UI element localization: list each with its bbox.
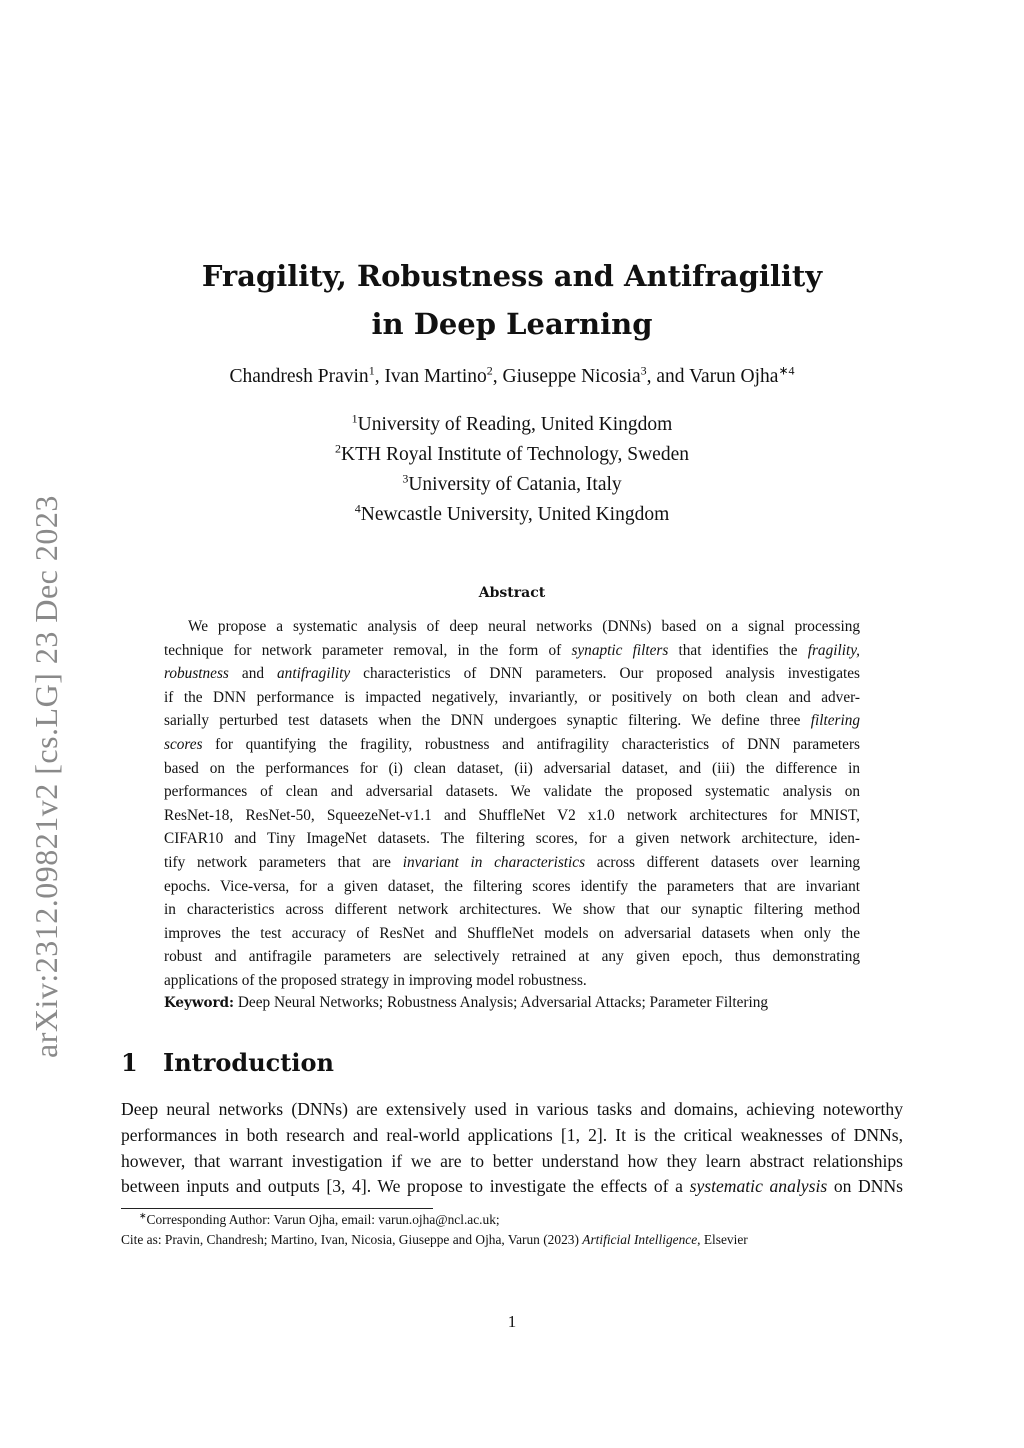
abstract-line (164, 689, 860, 707)
text-run: performances of clean and adversarial datasets. We validate the proposed systematic analysis on (164, 783, 860, 801)
author-name: Chandresh Pravin (229, 366, 369, 387)
text-run: CIFAR10 and Tiny ImageNet datasets. The filtering scores, for a given network architecture, iden- (164, 830, 860, 848)
text-run: performances in both research and real-world applications [1, 2]. It is the critical weaknesses of DNNs, (121, 1124, 903, 1145)
abstract-line (164, 642, 860, 660)
affiliation-mark: 2 (335, 441, 342, 456)
abstract-line (164, 830, 860, 848)
author-name: Varun Ojha (689, 366, 779, 387)
text-run: based on the performances for (i) clean dataset, (ii) adversarial dataset, and (iii) the difference in (164, 759, 860, 777)
author-name: Ivan Martino (384, 366, 487, 387)
section-heading-introduction (121, 1048, 334, 1077)
text-run: across different datasets over learning (585, 854, 861, 871)
keywords-label: Keyword: (164, 995, 235, 1011)
affiliation-text: University of Reading, United Kingdom (357, 414, 673, 435)
section-title: Introduction (163, 1048, 334, 1077)
page-number: 1 (507, 1312, 517, 1331)
text-run: and (228, 665, 278, 683)
affiliation-mark: 4 (354, 501, 361, 516)
introduction-line (121, 1125, 903, 1146)
text-run: Cite as: Pravin, Chandresh; Martino, Ivan, Nicosia, Giuseppe and Ojha, Varun (2023) (121, 1232, 583, 1247)
affiliation-mark: 1 (351, 411, 358, 426)
author-affiliation-mark: 2 (486, 363, 493, 378)
author-separator: , and (646, 366, 690, 387)
affiliation (0, 501, 1024, 526)
introduction-line (121, 1151, 903, 1172)
introduction-line (121, 1176, 903, 1197)
abstract-line (164, 925, 860, 943)
text-run: robust and antifragile parameters are selectively retrained at any given epoch, thus demonstrating (164, 948, 860, 966)
text-run: improves the test accuracy of ResNet and ShuffleNet models on adversarial datasets when only the (164, 924, 860, 942)
emphasized-text: systematic analysis (689, 1176, 828, 1197)
section-number: 1 (121, 1048, 138, 1077)
footnote-text: Corresponding Author: Varun Ojha, email: varun.ojha@ncl.ac.uk; (146, 1212, 500, 1227)
author-affiliation-mark: ∗4 (778, 363, 795, 378)
abstract-line (164, 736, 860, 754)
affiliation (0, 471, 1024, 496)
abstract-line (164, 854, 860, 872)
text-run: tify network parameters that are (164, 854, 403, 871)
author-separator: , (492, 366, 503, 387)
abstract-line (164, 972, 860, 990)
emphasized-text: filtering (810, 712, 860, 730)
text-run: for quantifying the fragility, robustness and antifragility characteristics of DNN parameters (202, 736, 860, 753)
text-run: We propose a systematic analysis of deep neural networks (DNNs) based on a signal processing (188, 618, 860, 635)
author-separator: , (374, 366, 385, 387)
footnote-mark: ∗ (139, 1210, 147, 1221)
text-run: characteristics of DNN parameters. Our proposed analysis investigates (350, 665, 860, 683)
abstract-line (164, 901, 860, 919)
arxiv-identifier-stamp: arXiv:2312.09821v2 [cs.LG] 23 Dec 2023 (28, 495, 64, 1058)
emphasized-text: antifragility (277, 665, 351, 683)
emphasized-text: fragility, (807, 641, 860, 659)
keywords-line (164, 994, 860, 1012)
text-run: technique for network parameter removal, in the form of (164, 641, 572, 659)
text-run: if the DNN performance is impacted negatively, invariantly, or positively on both clean and adver- (164, 688, 860, 706)
abstract-line (164, 878, 860, 896)
paper-title-line-2: in Deep Learning (371, 307, 653, 341)
author-list (0, 363, 1024, 388)
text-run: on DNNs (827, 1176, 904, 1197)
abstract-line (164, 665, 860, 683)
footnote-corresponding-author (121, 1212, 500, 1228)
text-run: between inputs and outputs [3, 4]. We propose to investigate the effects of a (121, 1176, 690, 1197)
affiliation-text: Newcastle University, United Kingdom (360, 504, 670, 525)
abstract-line (164, 807, 860, 825)
abstract-heading: Abstract (478, 585, 546, 601)
abstract-line (164, 618, 860, 636)
affiliation (0, 411, 1024, 436)
text-run: however, that warrant investigation if we are to better understand how they learn abstract relationships (121, 1150, 903, 1171)
emphasized-text: Artificial Intelligence (582, 1232, 698, 1247)
emphasized-text: synaptic filters (571, 641, 669, 659)
text-run: ResNet-18, ResNet-50, SqueezeNet-v1.1 and ShuffleNet V2 x1.0 network architectures for MNIST, (164, 806, 860, 824)
emphasized-text: invariant in characteristics (402, 854, 586, 871)
emphasized-text: robustness (164, 665, 229, 683)
footnote-citation (121, 1232, 748, 1248)
emphasized-text: scores (164, 736, 203, 753)
author-affiliation-mark: 1 (368, 363, 375, 378)
paper-title-line-1: Fragility, Robustness and Antifragility (201, 259, 823, 293)
affiliation (0, 441, 1024, 466)
author-affiliation-mark: 3 (640, 363, 647, 378)
text-run: Deep neural networks (DNNs) are extensively used in various tasks and domains, achieving noteworthy (121, 1099, 903, 1119)
text-run: , Elsevier (697, 1232, 748, 1247)
affiliation-mark: 3 (402, 471, 409, 486)
affiliation-text: KTH Royal Institute of Technology, Sweden (341, 444, 689, 465)
text-run: epochs. Vice-versa, for a given dataset, the filtering scores identify the parameters that are invariant (164, 877, 860, 895)
author-name: Giuseppe Nicosia (502, 366, 641, 387)
text-run: applications of the proposed strategy in improving model robustness. (164, 972, 587, 989)
abstract-line (164, 760, 860, 778)
text-run: in characteristics across different network architectures. We show that our synaptic filtering method (164, 901, 860, 919)
text-run: that identifies the (668, 641, 808, 659)
footnote-divider (121, 1208, 433, 1209)
keywords-text: Deep Neural Networks; Robustness Analysis; Adversarial Attacks; Parameter Filtering (234, 994, 769, 1011)
text-run: sarially perturbed test datasets when the DNN undergoes synaptic filtering. We define three (164, 712, 811, 730)
affiliation-text: University of Catania, Italy (408, 474, 622, 495)
abstract-line (164, 948, 860, 966)
abstract-line (164, 783, 860, 801)
introduction-line (121, 1099, 903, 1120)
abstract-line (164, 712, 860, 730)
